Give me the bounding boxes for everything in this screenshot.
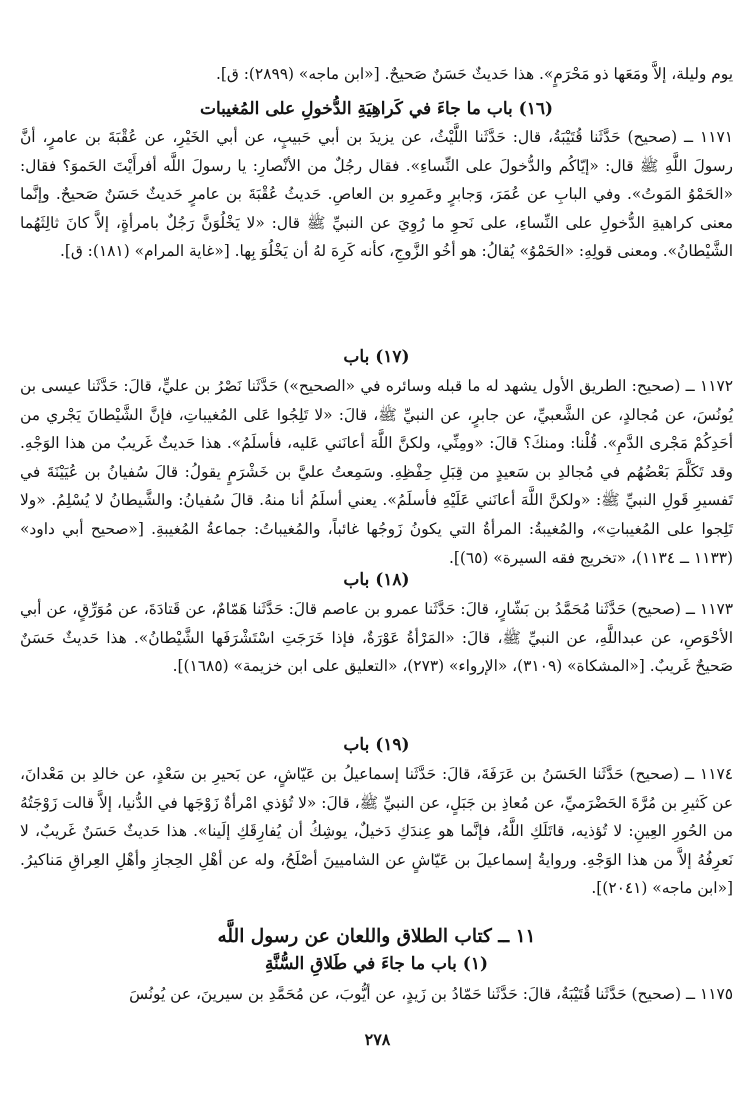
hadith-1172: ١١٧٢ ــ (صحيح: الطريق الأول يشهد له ما قبله وسائره في «الصحيح») حَدَّثَنا نَصْرُ بن عليٍّ، قالَ: حَدَّثَنا عيسى بن يُونُسَ، عن مُجالدٍ، عن الشَّعبيِّ، عن جابرٍ، عن النبيِّ ﷺ، قالَ: «لا تَلِجُوا عَلى المُغيباتِ، فإنَّ الشَّيْطانَ يَجْري من أحَدِكُمْ مَجْرى الدَّمِ». قُلْنا: ومنكَ؟ قالَ: «ومِنِّي، ولكنَّ اللَّهَ أعانَني عَليه، فأسلَمُ». هذا حَديثٌ غَريبٌ من هذا الوَجْهِ. وقد تَكَلَّمَ بَعْضُهُم في مُجالدِ بن سَعيدٍ من قِبَلِ حِفْظِهِ. وسَمِعتُ عليَّ بن خَشْرَمٍ يقولُ: قالَ سُفيانُ بن عُيَيْنَةَ في تَفسيرِ قَولِ النبيِّ ﷺ: «ولكنَّ اللَّهَ أعانَني عَلَيْهِ فأسلَمُ». يعني أسلَمُ أنا منهُ. قالَ سُفيانُ: والشَّيطانُ لا يُسْلِمُ. «ولا تَلِجوا على المُغيباتِ»، والمُغيبةُ: المرأةُ التي يكونُ زَوجُها غائباً، والمُغيباتُ: جماعةُ المُغيبةِ. [«صحيح أبي داود» (١١٣٣ ــ ١١٣٤)، «تخريج فقه السيرة» (٦٥)]. [20,377,733,567]
chapter-heading-17: (١٧) باب [343,347,410,367]
chapter-heading-16: (١٦) باب ما جاءَ في كَراهِيَةِ الدُّخولِ على المُغيبات [199,99,554,119]
chapter-heading-19: (١٩) باب [343,735,410,755]
hadith-1175: ١١٧٥ ــ (صحيح) حَدَّثَنا قُتَيْبَةُ، قالَ: حَدَّثَنا حَمّادُ بن زَيدٍ، عن أيُّوبَ، عن مُحَمَّدِ بن سيرينَ، عن يُونُسَ [129,985,733,1003]
chapter-heading-book-1: (١) باب ما جاءَ في طَلاقِ السُّنَّةِ [264,954,489,974]
hadith-1171: ١١٧١ ــ (صحيح) حَدَّثَنا قُتَيْبَةُ، قال: حَدَّثَنا اللَّيْثُ، عن يزيدَ بن أبي حَبيبٍ، عن أبي الخَيْرِ، عن عُقْبَةَ بن عامرٍ، أنَّ رسولَ اللَّهِ ﷺ قال: «إيّاكُم والدُّخولَ على النِّساءِ». فقال رجُلٌ من الأنْصارِ: يا رسولَ اللَّه أفرأَيْتَ الحَموَ؟ فقال: «الحَمْوُ المَوتُ». وفي البابِ عن عُمَرَ، وَجابرٍ وعَمرِو بن العاصِ. حَديثُ عُقْبَةَ بن عامرٍ حَديثٌ حَسَنٌ صَحيحٌ. وإنَّما معنى كراهيةِ الدُّخولِ على النِّساءِ، على نَحوِ ما رُوِيَ عن النبيِّ ﷺ قال: «لا يَخْلُوَنَّ رَجُلٌ بامرأةٍ، إلاَّ كانَ ثالِثَهُما الشَّيْطانُ». ومعنى قولِهِ: «الحَمْوُ» يُقالُ: هو أخُو الزَّوجِ، كأنه كَرِهَ لهُ أن يَخْلُوَ بِها. [«غاية المرام» (١٨١): ق]. [20,128,733,261]
paragraph-continuation: يوم وليلة، إلاَّ ومَعَها ذو مَحْرَمٍ». هذا حَديثٌ حَسَنٌ صَحيحٌ. [«ابن ماجه» (٢٨٩٩): ق]. [216,65,733,83]
book-title: ١١ ــ كتاب الطلاق واللعان عن رسول اللَّه [217,926,536,947]
chapter-heading-18: (١٨) باب [343,570,410,590]
hadith-1174: ١١٧٤ ــ (صحيح) حَدَّثَنا الحَسَنُ بن عَرَفَةَ، قالَ: حَدَّثَنا إسماعيلُ بن عَيّاشٍ، عن بَحيرِ بن سَعْدٍ، عن خالدِ بن مَعْدانَ، عن كَثيرِ بن مُرَّةَ الحَضْرَميِّ، عن مُعاذِ بن جَبَلٍ، عن النبيِّ ﷺ، قالَ: «لا تُؤذي امْرأةٌ زَوْجَها في الدُّنيا، إلاَّ قالت زَوْجَتُهُ من الحُورِ العِينِ: لا تُؤذيه، قاتَلَكِ اللَّهُ، فإنَّما هو عِندَكِ دَخيلٌ، يوشِكُ أن يُفارِقَكِ إلَينا». هذا حَديثٌ حَسَنٌ غَريبٌ، لا نَعرِفُهُ إلاَّ من هذا الوَجْهِ. وروايةُ إسماعيلَ بن عَيّاشٍ عن الشاميينَ أصْلَحُ، وله عن أهْلِ الحِجازِ وأهْلِ العِراقِ مَناكيرُ. [«ابن ماجه» (٢٠٤١)]. [20,765,733,898]
page-number: ٢٧٨ [364,1030,391,1049]
hadith-1173: ١١٧٣ ــ (صحيح) حَدَّثَنا مُحَمَّدُ بن بَشّارٍ، قالَ: حَدَّثَنا عمرو بن عاصم قالَ: حَدَّثَنا هَمّامٌ، عن قَتادَةَ، عن مُوَرِّقٍ، عن أبي الأحْوَصِ، عن عبداللَّهِ، عن النبيِّ ﷺ، قالَ: «المَرْأةُ عَوْرَةٌ، فإذا خَرَجَتِ اسْتَشْرَفَها الشَّيْطانُ». هذا حَديثٌ حَسَنٌ صَحيحٌ غَريبٌ. [«المشكاة» (٣١٠٩)، «الإرواء» (٢٧٣)، «التعليق على ابن خزيمة» (١٦٨٥)]. [20,600,733,676]
